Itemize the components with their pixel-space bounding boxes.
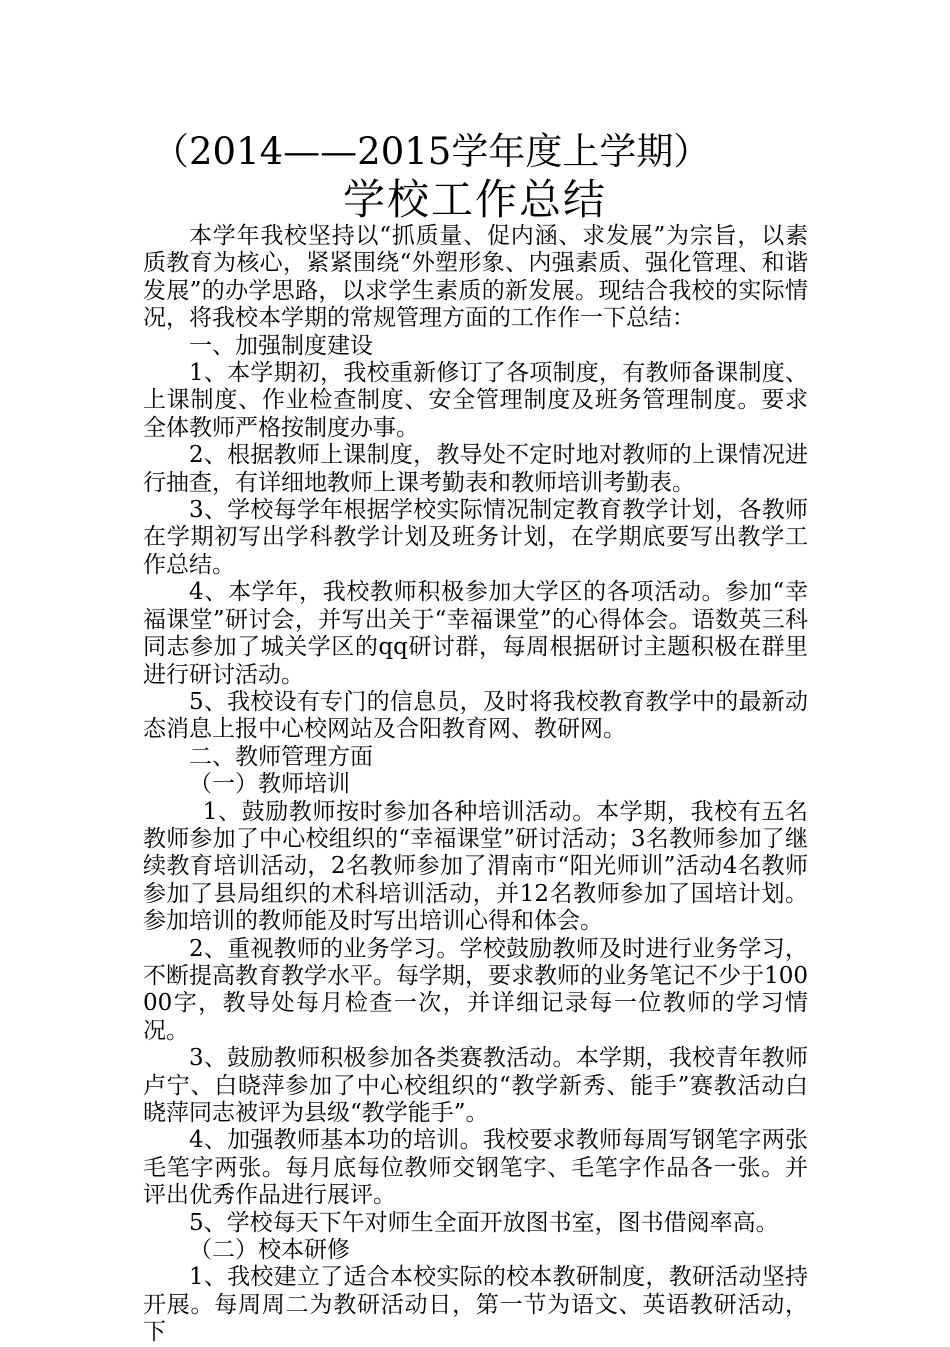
body-paragraph: 5、我校设有专门的信息员，及时将我校教育教学中的最新动态消息上报中心校网站及合阳教育网、教研网。 <box>143 688 808 743</box>
body-paragraph: 4、本学年，我校教师积极参加大学区的各项活动。参加“幸福课堂”研讨会，并写出关于“幸福课堂”的心得体会。语数英三科同志参加了城关学区的qq研讨群，每周根据研讨主题积极在群里进行研讨活动。 <box>143 579 808 688</box>
section-heading: 二、教师管理方面 <box>189 743 373 770</box>
body-paragraph: 1、本学期初，我校重新修订了各项制度，有教师备课制度、上课制度、作业检查制度、安全管理制度及班务管理制度。要求全体教师严格按制度办事。 <box>143 360 808 441</box>
subsection-heading: （二）校本研修 <box>189 1237 350 1264</box>
subsection-heading: （一）教师培训 <box>189 771 350 798</box>
intro-paragraph: 本学年我校坚持以“抓质量、促内涵、求发展”为宗旨，以素质教育为核心，紧紧围绕“外塑形象、内强素质、强化管理、和谐发展”的办学思路，以求学生素质的新发展。现结合我校的实际情况，将我校本学期的常规管理方面的工作作一下总结： <box>143 223 808 332</box>
body-paragraph: 2、重视教师的业务学习。学校鼓励教师及时进行业务学习，不断提高教育教学水平。每学期，要求教师的业务笔记不少于10000字，教导处每月检查一次，并详细记录每一位教师的学习情况。 <box>143 935 808 1044</box>
body-paragraph: 3、鼓励教师积极参加各类赛教活动。本学期，我校青年教师卢宁、白晓萍参加了中心校组织的“教学新秀、能手”赛教活动白晓萍同志被评为县级“教学能手”。 <box>143 1045 808 1126</box>
document-body <box>143 223 808 1347</box>
body-paragraph: 5、学校每天下午对师生全面开放图书室，图书借阅率高。 <box>189 1209 779 1236</box>
document-subtitle: （2014——2015学年度上学期） <box>152 130 711 173</box>
document-title: 学校工作总结 <box>342 175 607 224</box>
body-paragraph: 3、学校每学年根据学校实际情况制定教育教学计划，各教师在学期初写出学科教学计划及班务计划，在学期底要写出教学工作总结。 <box>143 497 808 578</box>
section-heading: 一、加强制度建设 <box>189 332 373 359</box>
body-paragraph: 4、加强教师基本功的培训。我校要求教师每周写钢笔字两张毛笔字两张。每月底每位教师交钢笔字、毛笔字作品各一张。并评出优秀作品进行展评。 <box>143 1127 808 1209</box>
body-paragraph: 1、我校建立了适合本校实际的校本教研制度，教研活动坚持开展。每周周二为教研活动日，第一节为语文、英语教研活动，下 <box>143 1264 808 1346</box>
body-paragraph: 1、鼓励教师按时参加各种培训活动。本学期，我校有五名教师参加了中心校组织的“幸福课堂”研讨活动；3名教师参加了继续教育培训活动，2名教师参加了渭南市“阳光师训”活动4名教师参加了县局组织的术科培训活动，并12名教师参加了国培计划。参加培训的教师能及时写出培训心得和体会。 <box>143 798 808 935</box>
body-paragraph: 2、根据教师上课制度，教导处不定时地对教师的上课情况进行抽查，有详细地教师上课考勤表和教师培训考勤表。 <box>143 442 808 496</box>
